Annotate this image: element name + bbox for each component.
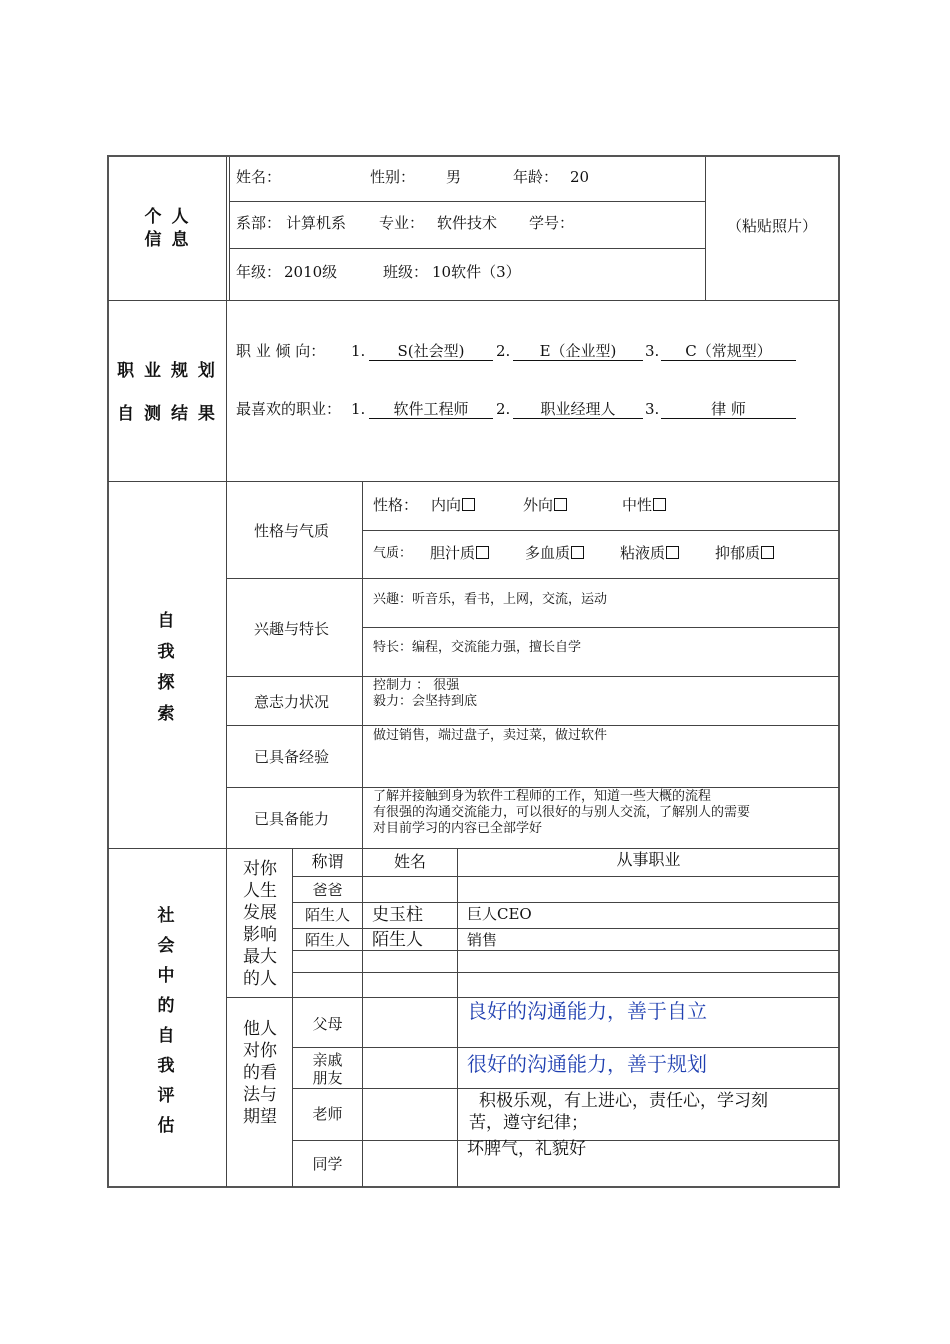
major-label: 专业： — [379, 214, 425, 232]
perseverance-text: 毅力：会坚持到底 — [373, 694, 478, 709]
checkbox[interactable] — [571, 546, 584, 559]
checkbox[interactable] — [476, 546, 489, 559]
class-label: 班级： — [383, 263, 429, 281]
opinion-text: 坏脾气，礼貌好 — [467, 1139, 586, 1159]
willpower-label: 意志力状况 — [254, 693, 330, 711]
class-value: 10软件（3） — [432, 263, 521, 281]
career-tendency-label: 职 业 倾 向： — [236, 342, 326, 360]
age-value: 20 — [570, 168, 590, 186]
section-label-career-1: 职 业 规 划 — [117, 361, 217, 381]
section-label-personal-1: 个 人 — [144, 207, 191, 227]
personality-label: 性格与气质 — [254, 522, 330, 540]
major-value: 软件技术 — [437, 214, 498, 232]
option-neutral[interactable]: 中性 — [622, 496, 666, 514]
grade-label: 年级： — [236, 263, 282, 281]
dept-value: 计算机系 — [286, 214, 347, 232]
career-planning-form — [107, 155, 840, 1188]
favorite-3: 律 师 — [661, 401, 796, 419]
influencers-label: 对你 人生 发展 影响 最大 的人 — [243, 859, 277, 989]
ability-line: 了解并接触到身为软件工程师的工作，知道一些大概的流程 — [373, 789, 712, 804]
ability-label: 已具备能力 — [254, 810, 330, 828]
favorite-career-label: 最喜欢的职业： — [236, 400, 342, 418]
favorite-2: 职业经理人 — [513, 401, 643, 419]
tendency-1: S(社会型) — [369, 343, 493, 361]
interests-text: 兴趣：听音乐，看书，上网，交流，运动 — [373, 592, 608, 607]
interest-label: 兴趣与特长 — [254, 620, 330, 638]
section-divider — [108, 481, 839, 482]
temperament-label: 气质： — [373, 546, 413, 561]
option-melancholic[interactable]: 抑郁质 — [715, 544, 774, 562]
name-label: 姓名： — [236, 168, 282, 186]
section-divider — [108, 300, 839, 301]
header-name: 姓名 — [393, 852, 426, 871]
person-occupation: 巨人CEO — [467, 905, 532, 923]
student-id-label: 学号： — [529, 214, 575, 232]
grade-value: 2010级 — [284, 263, 338, 281]
person-relation: 陌生人 — [304, 931, 350, 949]
label-column-divider — [226, 157, 227, 1187]
character-label: 性格： — [373, 496, 419, 514]
opinion-who: 亲戚 — [312, 1051, 343, 1069]
opinion-text: 积极乐观，有上进心，责任心，学习刻 — [479, 1091, 768, 1111]
option-extrovert[interactable]: 外向 — [523, 496, 567, 514]
person-name: 史玉柱 — [372, 905, 423, 925]
age-label: 年龄： — [513, 168, 559, 186]
checkbox[interactable] — [554, 498, 567, 511]
header-occupation: 从事职业 — [616, 850, 681, 869]
person-relation: 爸爸 — [312, 881, 343, 899]
photo-cell-divider — [705, 157, 706, 300]
photo-placeholder: （粘贴照片） — [727, 217, 818, 235]
option-choleric[interactable]: 胆汁质 — [430, 544, 489, 562]
header-relation: 称谓 — [311, 852, 344, 871]
opinion-who: 同学 — [312, 1155, 343, 1173]
experience-text: 做过销售，端过盘子，卖过菜，做过软件 — [373, 728, 608, 743]
tendency-3: C（常规型） — [661, 343, 796, 361]
section-label-self-exploration-1: 自 — [157, 611, 177, 631]
section-label-personal-2: 信 息 — [144, 230, 191, 250]
person-occupation: 销售 — [467, 931, 498, 949]
opinion-who: 父母 — [312, 1015, 343, 1033]
person-relation: 陌生人 — [304, 906, 350, 924]
section-label-career-2: 自 测 结 果 — [117, 404, 217, 424]
gender-label: 性别： — [370, 168, 416, 186]
ability-line: 对目前学习的内容已全部学好 — [373, 821, 543, 836]
option-introvert[interactable]: 内向 — [431, 496, 475, 514]
tendency-2: E（企业型) — [513, 343, 643, 361]
option-phlegmatic[interactable]: 粘液质 — [620, 544, 679, 562]
checkbox[interactable] — [653, 498, 666, 511]
experience-label: 已具备经验 — [254, 748, 330, 766]
checkbox[interactable] — [666, 546, 679, 559]
self-control-text: 控制力 ： 很强 — [373, 678, 460, 693]
opinion-text: 良好的沟通能力，善于自立 — [467, 999, 707, 1023]
opinion-text: 很好的沟通能力，善于规划 — [467, 1052, 707, 1076]
opinion-who: 老师 — [312, 1105, 343, 1123]
option-sanguine[interactable]: 多血质 — [525, 544, 584, 562]
ability-line: 有很强的沟通交流能力，可以很好的与别人交流，了解别人的需要 — [373, 805, 751, 820]
gender-value: 男 — [446, 168, 462, 186]
checkbox[interactable] — [462, 498, 475, 511]
person-name: 陌生人 — [372, 930, 423, 950]
section-label-social-evaluation: 社 — [157, 906, 177, 926]
opinions-label: 他人 对你 的看 法与 期望 — [243, 1019, 277, 1127]
dept-label: 系部： — [236, 214, 282, 232]
favorite-1: 软件工程师 — [369, 401, 493, 419]
checkbox[interactable] — [761, 546, 774, 559]
section-divider — [108, 848, 839, 849]
strengths-text: 特长：编程，交流能力强，擅长自学 — [373, 640, 582, 655]
